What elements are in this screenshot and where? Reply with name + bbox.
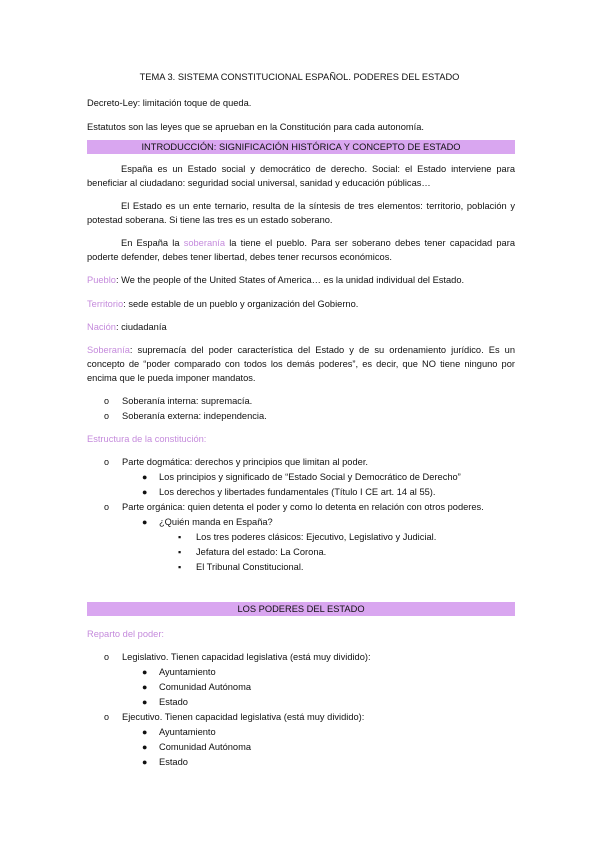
list-bullet-square: ▪ [178, 532, 182, 542]
list-bullet-square: ▪ [178, 562, 182, 572]
definition-territorio [87, 297, 358, 311]
list-bullet-disc: ● [142, 472, 148, 482]
term-territorio: Territorio [87, 299, 124, 309]
list-item-ejecutivo: Ejecutivo. Tienen capacidad legislativa (está muy dividido): [122, 712, 365, 722]
term-soberania: Soberanía [87, 345, 130, 355]
list-bullet-disc: ● [142, 487, 148, 497]
document-title: TEMA 3. SISTEMA CONSTITUCIONAL ESPAÑOL. PODERES DEL ESTADO [139, 72, 460, 82]
list-bullet-circle: o [104, 652, 110, 662]
list-bullet-circle: o [104, 411, 110, 421]
section-poderes-header: LOS PODERES DEL ESTADO [87, 602, 515, 616]
list-item: Soberanía externa: independencia. [122, 411, 267, 421]
list-item: Soberanía interna: supremacía. [122, 396, 253, 406]
list-item-legislativo: Legislativo. Tienen capacidad legislativa (está muy dividido): [122, 652, 371, 662]
list-bullet-disc: ● [142, 517, 148, 527]
list-bullet-circle: o [104, 712, 110, 722]
paragraph-ente-ternario: El Estado es un ente ternario, resulta de la síntesis de tres elementos: territorio, población y potestad soberana. Si tiene las tres es un estado soberano. [87, 201, 515, 225]
list-item: Estado [159, 697, 188, 707]
term-pueblo: Pueblo [87, 275, 116, 285]
reparto-heading: Reparto del poder: [87, 629, 165, 639]
def-nacion: : ciudadanía [115, 322, 167, 332]
section-intro-header: INTRODUCCIÓN: SIGNIFICACIÓN HISTÓRICA Y CONCEPTO DE ESTADO [87, 140, 515, 154]
p3-text-b: la tiene el pueblo. Para ser soberano debes tener capacidad para poderte defender, debes tener libertad, debes tener recursos económicos. [87, 238, 515, 262]
list-item: Los derechos y libertades fundamentales (Título I CE art. 14 al 55). [159, 487, 436, 497]
p3-soberania-term: soberanía [183, 238, 226, 248]
list-item-quien-manda: ¿Quién manda en España? [159, 517, 273, 527]
list-bullet-disc: ● [142, 697, 148, 707]
list-bullet-disc: ● [142, 682, 148, 692]
list-bullet-disc: ● [142, 757, 148, 767]
list-bullet-circle: o [104, 502, 110, 512]
estructura-heading: Estructura de la constitución: [87, 434, 207, 444]
list-bullet-disc: ● [142, 742, 148, 752]
list-bullet-circle: o [104, 396, 110, 406]
term-nacion: Nación [87, 322, 116, 332]
paragraph-estado-social: España es un Estado social y democrático de derecho. Social: el Estado interviene para beneficiar al ciudadano: seguridad social universal, sanidad y educación públicas… [87, 164, 515, 188]
list-item-parte-dogmatica: Parte dogmática: derechos y principios que limitan al poder. [122, 457, 368, 467]
decreto-line: Decreto-Ley: limitación toque de queda. [87, 98, 252, 108]
list-item: Estado [159, 757, 188, 767]
def-territorio: : sede estable de un pueblo y organización del Gobierno. [123, 299, 359, 309]
definition-nacion [87, 320, 167, 334]
list-bullet-disc: ● [142, 667, 148, 677]
paragraph-soberania-pueblo [87, 236, 515, 264]
def-soberania: : supremacía del poder característica del Estado y de su ordenamiento jurídico. Es un concepto de “poder comparado con todos los demás poderes”, es decir, que NO tiene ninguno por encima que le pueda imponer mandatos. [87, 345, 515, 383]
list-item: Los principios y significado de “Estado Social y Democrático de Derecho” [159, 472, 461, 482]
definition-pueblo [87, 273, 464, 287]
list-item: Ayuntamiento [159, 727, 216, 737]
list-item: Jefatura del estado: La Corona. [196, 547, 327, 557]
list-item-parte-organica: Parte orgánica: quien detenta el poder y como lo detenta en relación con otros poderes. [122, 502, 484, 512]
list-bullet-circle: o [104, 457, 110, 467]
list-item: Comunidad Autónoma [159, 682, 251, 692]
list-bullet-square: ▪ [178, 547, 182, 557]
list-item: Los tres poderes clásicos: Ejecutivo, Legislativo y Judicial. [196, 532, 437, 542]
estatutos-line: Estatutos son las leyes que se aprueban en la Constitución para cada autonomía. [87, 122, 424, 132]
p3-text-a: En España la [121, 238, 184, 248]
definition-soberania [87, 343, 515, 385]
list-item: El Tribunal Constitucional. [196, 562, 304, 572]
def-pueblo: : We the people of the United States of America… es la unidad individual del Estado. [115, 275, 465, 285]
list-item: Ayuntamiento [159, 667, 216, 677]
list-item: Comunidad Autónoma [159, 742, 251, 752]
list-bullet-disc: ● [142, 727, 148, 737]
